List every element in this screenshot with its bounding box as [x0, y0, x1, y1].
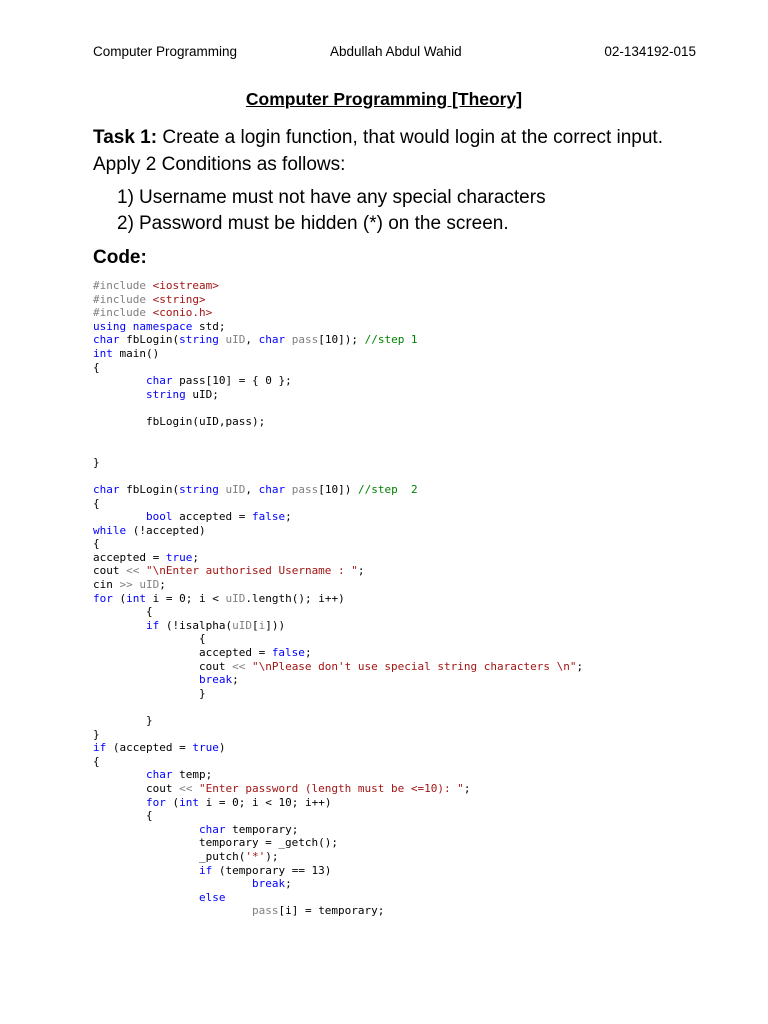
code-token: string	[145, 387, 193, 401]
code-token	[93, 877, 252, 890]
code-token: for	[145, 795, 173, 809]
code-line	[93, 850, 583, 864]
code-line	[93, 877, 583, 891]
code-token: false	[251, 510, 286, 524]
list-item	[117, 211, 546, 237]
code-token: (temporary == 13)	[218, 863, 332, 877]
code-token: cout	[93, 659, 233, 673]
code-line	[93, 619, 583, 633]
code-line	[93, 442, 583, 456]
code-block	[93, 279, 583, 918]
code-token: true	[165, 550, 193, 564]
code-line	[93, 456, 583, 470]
code-token: char	[145, 768, 180, 782]
code-line	[93, 401, 583, 415]
code-token: while	[93, 523, 133, 537]
code-token: true	[192, 741, 219, 755]
code-token: i = 0; i <	[152, 591, 226, 605]
code-token: int	[179, 795, 206, 809]
code-token: "\nEnter authorised Username : "	[146, 564, 358, 578]
task-label: Task 1:	[93, 127, 158, 148]
code-line	[93, 836, 583, 850]
code-token: fbLogin(	[126, 482, 180, 496]
code-token: char	[93, 482, 127, 496]
code-line	[93, 904, 583, 918]
code-token: string	[179, 482, 226, 496]
code-token: uID	[232, 618, 252, 632]
code-token: ;	[304, 646, 312, 660]
code-line	[93, 823, 583, 837]
code-line	[93, 714, 583, 728]
code-token	[93, 510, 146, 523]
code-line	[93, 632, 583, 646]
code-token: i = 0; i < 10; i++)	[205, 795, 332, 809]
code-line	[93, 320, 583, 334]
code-token: {	[93, 605, 153, 619]
code-token: cout	[93, 781, 180, 795]
code-token: <<	[232, 659, 252, 673]
code-token: {	[93, 809, 153, 823]
code-token: ;	[285, 877, 292, 891]
code-line	[93, 796, 583, 810]
code-token: }	[93, 714, 153, 727]
code-token: uID	[225, 591, 246, 605]
code-token: '*'	[245, 849, 266, 863]
code-token: pass	[291, 333, 319, 347]
code-token: [	[251, 618, 259, 632]
code-token: int	[126, 591, 153, 605]
code-line	[93, 524, 583, 538]
code-line	[93, 578, 583, 592]
code-line	[93, 469, 583, 483]
code-line	[93, 782, 583, 796]
code-line	[93, 333, 583, 347]
code-token: //step 1	[364, 333, 418, 347]
code-token: #include	[93, 292, 153, 306]
code-line	[93, 687, 583, 701]
code-heading: Code:	[93, 247, 147, 268]
code-line	[93, 605, 583, 619]
code-token: false	[271, 646, 305, 660]
list-text: Password must be hidden (*) on the screen.	[139, 213, 509, 234]
code-token: );	[265, 849, 279, 863]
code-line	[93, 741, 583, 755]
code-token: {	[93, 496, 100, 510]
code-line	[93, 429, 583, 443]
code-token: main()	[119, 346, 160, 360]
code-token: fbLogin(uID,pass);	[93, 414, 266, 428]
code-token: [10]);	[318, 333, 365, 347]
code-line	[93, 483, 583, 497]
code-token: cin	[93, 578, 120, 592]
code-token: break	[198, 673, 233, 687]
code-token: <string>	[152, 292, 206, 306]
code-token: <<	[126, 564, 146, 578]
code-token: char	[258, 333, 292, 347]
code-token: cout	[93, 564, 127, 578]
code-token: pass	[291, 482, 319, 496]
code-token: (	[172, 795, 180, 809]
code-line	[93, 347, 583, 361]
code-token: <conio.h>	[152, 306, 213, 320]
code-line	[93, 388, 583, 402]
code-line	[93, 510, 583, 524]
code-token: pass	[251, 904, 279, 918]
code-token: (!accepted)	[132, 523, 206, 537]
code-token: if	[93, 741, 113, 755]
code-line	[93, 673, 583, 687]
code-token: char	[258, 482, 292, 496]
code-token: ;	[192, 550, 199, 564]
code-token: ;	[232, 673, 239, 687]
code-token: }	[93, 455, 100, 469]
task-text: Create a login function, that would login at the correct input. Apply 2 Conditions as follows:	[93, 127, 663, 175]
code-line	[93, 564, 583, 578]
code-token: if	[198, 863, 219, 877]
code-token: accepted =	[93, 646, 272, 660]
code-token: uID;	[192, 387, 219, 401]
code-token	[93, 864, 199, 877]
list-item	[117, 185, 546, 211]
code-token: char	[145, 374, 180, 388]
code-line	[93, 497, 583, 511]
code-token: #include	[93, 306, 153, 320]
code-token: ,	[245, 333, 259, 347]
code-token: [i] = temporary;	[278, 904, 385, 918]
code-token: temporary;	[232, 822, 299, 836]
code-line	[93, 592, 583, 606]
code-line	[93, 755, 583, 769]
code-line	[93, 660, 583, 674]
code-token: }	[93, 686, 206, 700]
code-token: std;	[198, 319, 226, 333]
code-token: ;	[357, 564, 365, 578]
header-course: Computer Programming	[93, 44, 238, 59]
code-line	[93, 728, 583, 742]
code-token: else	[198, 890, 226, 904]
list-number: 1)	[117, 187, 134, 208]
code-token: ;	[463, 781, 471, 795]
code-line	[93, 864, 583, 878]
code-token: //step 2	[357, 482, 418, 496]
code-line	[93, 551, 583, 565]
document-title: Computer Programming [Theory]	[245, 89, 523, 109]
code-token	[93, 891, 199, 904]
code-token: ;	[159, 578, 166, 592]
code-line	[93, 891, 583, 905]
code-token: _putch(	[93, 849, 246, 863]
code-token: >> uID	[119, 578, 160, 592]
code-token: #include	[93, 279, 153, 292]
code-token: <<	[179, 781, 199, 795]
code-token: uID	[225, 482, 246, 496]
code-token: using namespace	[93, 319, 199, 333]
code-token: fbLogin(	[126, 333, 180, 347]
code-token: if	[145, 618, 166, 632]
code-token: uID	[225, 333, 246, 347]
conditions-list	[117, 185, 546, 237]
code-token: string	[179, 333, 226, 347]
code-token: int	[93, 346, 120, 360]
code-token: "Enter password (length must be <=10): "	[198, 781, 464, 795]
list-text: Username must not have any special characters	[139, 187, 546, 208]
code-line	[93, 537, 583, 551]
code-token: )	[218, 741, 226, 755]
code-line	[93, 279, 583, 293]
code-line	[93, 361, 583, 375]
code-line	[93, 700, 583, 714]
code-token	[93, 374, 146, 387]
header-student-id: 02-134192-015	[604, 44, 696, 59]
code-line	[93, 306, 583, 320]
code-token: (!isalpha(	[165, 618, 233, 632]
code-token	[93, 796, 146, 809]
code-token: temp;	[179, 768, 213, 782]
code-token: ]))	[265, 618, 286, 632]
code-line	[93, 809, 583, 823]
code-token: accepted =	[179, 510, 252, 524]
code-line	[93, 415, 583, 429]
code-token: ;	[285, 510, 292, 524]
code-token: {	[93, 754, 100, 768]
code-token: ,	[245, 482, 259, 496]
header-author: Abdullah Abdul Wahid	[330, 44, 462, 59]
code-line	[93, 646, 583, 660]
code-token: <iostream>	[152, 279, 219, 292]
code-line	[93, 374, 583, 388]
code-token: ;	[576, 659, 584, 673]
code-token: i	[258, 618, 266, 632]
code-token	[93, 673, 199, 686]
code-token: bool	[145, 510, 180, 524]
code-line	[93, 293, 583, 307]
code-token: {	[93, 632, 206, 646]
page-header	[93, 44, 696, 62]
code-token	[93, 619, 146, 632]
code-token: {	[93, 360, 100, 374]
code-token: .length(); i++)	[245, 591, 345, 605]
code-token: temporary = _getch();	[93, 836, 339, 850]
code-token: "\nPlease don't use special string characters \n"	[251, 659, 577, 673]
code-token: for	[93, 591, 120, 605]
list-number: 2)	[117, 213, 134, 234]
code-token: (	[119, 591, 127, 605]
task-description	[93, 124, 713, 178]
code-token: break	[251, 877, 286, 891]
code-token: accepted =	[93, 550, 166, 564]
code-token	[93, 768, 146, 781]
code-line	[93, 768, 583, 782]
code-token: char	[198, 822, 233, 836]
code-token: {	[93, 537, 100, 551]
code-token: [10])	[318, 482, 358, 496]
code-token	[93, 388, 146, 401]
code-token	[93, 823, 199, 836]
code-token	[93, 904, 252, 917]
code-token: }	[93, 727, 100, 741]
code-token: pass[10] = { 0 };	[179, 374, 292, 388]
code-token: (accepted =	[112, 741, 193, 755]
code-token: char	[93, 333, 127, 347]
